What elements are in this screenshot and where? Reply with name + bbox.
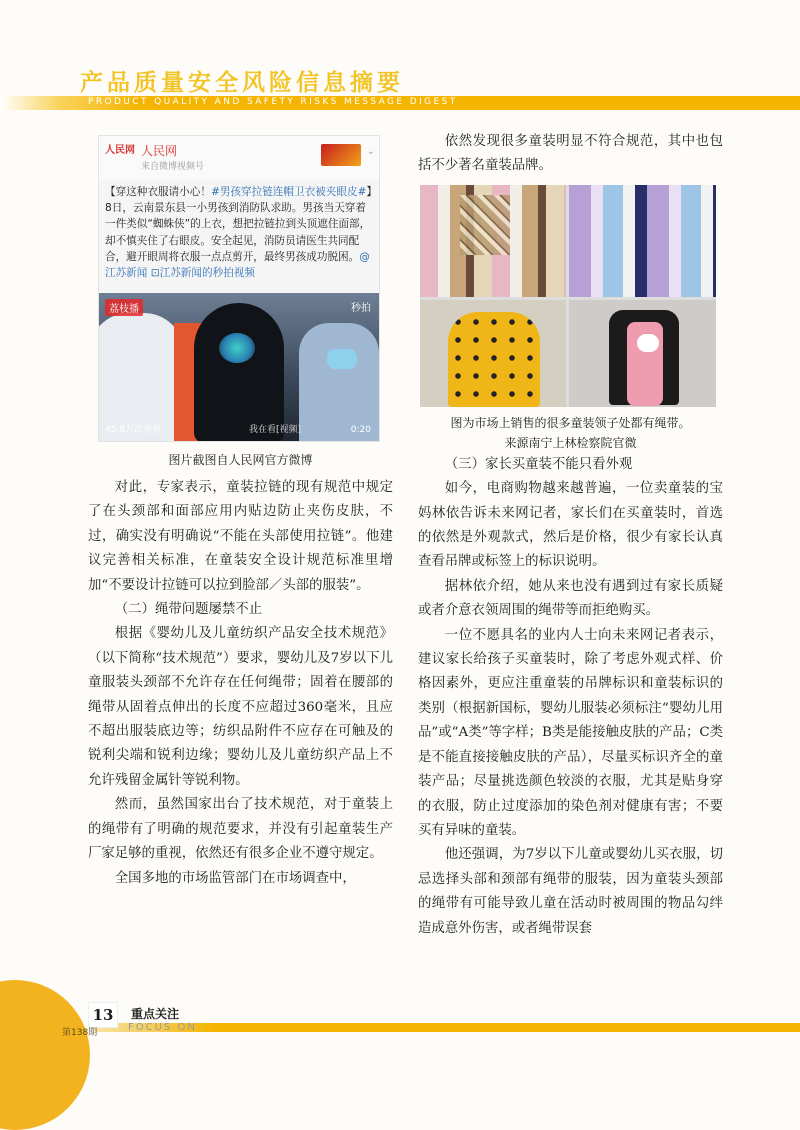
weibo-header <box>99 136 379 180</box>
section-name: 重点关注 <box>131 1007 180 1021</box>
left-column <box>88 135 393 891</box>
footer-circle-decoration <box>0 980 90 1130</box>
weibo-mentions: @江苏新闻 ⊡江苏新闻的秒拍视频 <box>105 250 370 280</box>
weibo-hashtag: #男孩穿拉链连帽卫衣被夹眼皮# <box>210 186 367 198</box>
left-figure-caption: 图片截图自人民网官方微博 <box>168 453 313 467</box>
section-subheading: （三）家长买童装不能只看外观 <box>444 456 633 472</box>
weibo-post-text <box>99 180 379 292</box>
body-paragraph: 全国多地的市场监管部门在市场调查中， <box>114 870 356 886</box>
photo-clothes-rack-2 <box>569 185 716 297</box>
photo-pink-vest-hoodie <box>569 300 716 407</box>
body-paragraph: 对此，专家表示，童装拉链的现有规范中规定了在头颈部和面部应用内贴边防止夹伤皮肤，不过，确实没有明确说“不能在头部使用拉链”。他建议完善相关标准，在童装安全设计规范标准里增加“不要设计拉链可以拉到脸部／头部的服装”。 <box>88 480 393 593</box>
banner-icon <box>321 144 361 166</box>
page-number: 13 <box>88 1002 118 1028</box>
weibo-account-name: 人民网 <box>141 144 178 158</box>
body-paragraph: 根据《婴幼儿及儿童纺织产品安全技术规范》（以下简称“技术规范”）要求，婴幼儿及7岁以下儿童服装头颈部不允许存在任何绳带；固着在腰部的绳带从固着点伸出的长度不应超过360毫米，且应不超出服装底边等；纺织品附件不应存在可触及的锐利尖端和锐利边缘；婴幼儿及儿童纺织产品上不允许残留金属针等锐利物。 <box>88 626 393 788</box>
video-duration: 0:20 <box>350 425 371 435</box>
cloud-icon <box>637 334 659 352</box>
right-figure-source: 来源南宁上林检察院官微 <box>504 435 637 450</box>
chevron-down-icon: ⌄ <box>366 146 375 157</box>
clothing-photo-collage <box>420 185 716 407</box>
face-mask <box>327 349 357 369</box>
body-paragraph: 然而，虽然国家出台了技术规范，对于童装上的绳带有了明确的规范要求，并没有引起童装生产厂家足够的重视，依然还有很多企业不遵守规定。 <box>88 797 393 862</box>
yellow-hoodie <box>448 312 540 407</box>
section-subheading: （二）绳带问题屡禁不止 <box>114 602 263 618</box>
video-logo: 荔枝播 <box>105 299 143 316</box>
photo-clothes-rack-1 <box>420 185 566 297</box>
body-paragraph: 据林依介绍，她从来也没有遇到过有家长质疑或者介意衣领周围的绳带等而拒绝购买。 <box>418 578 723 619</box>
video-logo-secondary: 秒拍 <box>351 303 371 314</box>
body-paragraph: 一位不愿具名的业内人士向未来网记者表示，建议家长给孩子买童装时，除了考虑外观式样、价格因素外，更应注重童装的吊牌标识和童装标识的类别（根据新国标，婴幼儿服装必须标注“婴幼儿用品”或“A类”等字样；B类是能接触皮肤的产品；C类是不能直接接触皮肤的产品），尽量买标识齐全的童装产品；尽量挑选颜色较淡的衣服，尤其是贴身穿的衣服，防止过度添加的染色剂对健康有害；不要买有异味的童装。 <box>418 627 723 838</box>
page-header-subtitle: PRODUCT QUALITY AND SAFETY RISKS MESSAGE DIGEST <box>88 97 458 107</box>
weibo-video <box>99 293 379 441</box>
weibo-screenshot <box>98 135 380 442</box>
right-figure-caption: 图为市场上销售的很多童装领子处都有绳带。 <box>450 415 691 430</box>
weibo-source: 来自微博视频号 <box>141 162 205 172</box>
weibo-text-prefix: 【穿这种衣服请小心！ <box>105 186 211 198</box>
weibo-text-body: 】8日，云南景东县一小男孩到消防队求助。男孩当天穿着一件类似“蜘蛛侠”的上衣，想把拉链拉到头顶遮住面部，却不慎夹住了右眼皮。安全起见，消防员请医生共同配合，避开眼周将衣服一点点剪开，最终男孩成功脱困。 <box>105 186 372 263</box>
issue-number: 第138期 <box>62 1028 98 1038</box>
nurse-figure <box>299 323 379 441</box>
photo-yellow-hoodie <box>420 300 566 407</box>
boy-figure <box>194 303 284 441</box>
footer-bar <box>95 1023 800 1032</box>
video-views: 45.8万次观看 <box>105 425 162 435</box>
spiderman-mask <box>219 333 255 363</box>
right-column <box>418 130 723 941</box>
page-header-title: 产品质量安全风险信息摘要 <box>80 70 404 96</box>
section-name-en: FOCUS ON <box>128 1022 197 1033</box>
body-paragraph: 如今，电商购物越来越普遍，一位卖童装的宝妈林依告诉未来网记者，家长们在买童装时，首选的依然是外观款式，然后是价格，很少有家长认真查看吊牌或标签上的标识说明。 <box>418 481 723 570</box>
body-paragraph: 他还强调，为7岁以下儿童或婴幼儿买衣服，切忌选择头部和颈部有绳带的服装，因为童装头颈部的绳带有可能导致儿童在活动时被周围的物品勾绊造成意外伤害，或者绳带误套 <box>418 847 723 936</box>
people-daily-logo: 人民网 <box>105 145 135 156</box>
video-overlay-text: 我在看[视频] <box>249 425 302 435</box>
body-paragraph: 依然发现很多童装明显不符合规范，其中也包括不少著名童装品牌。 <box>418 134 723 174</box>
